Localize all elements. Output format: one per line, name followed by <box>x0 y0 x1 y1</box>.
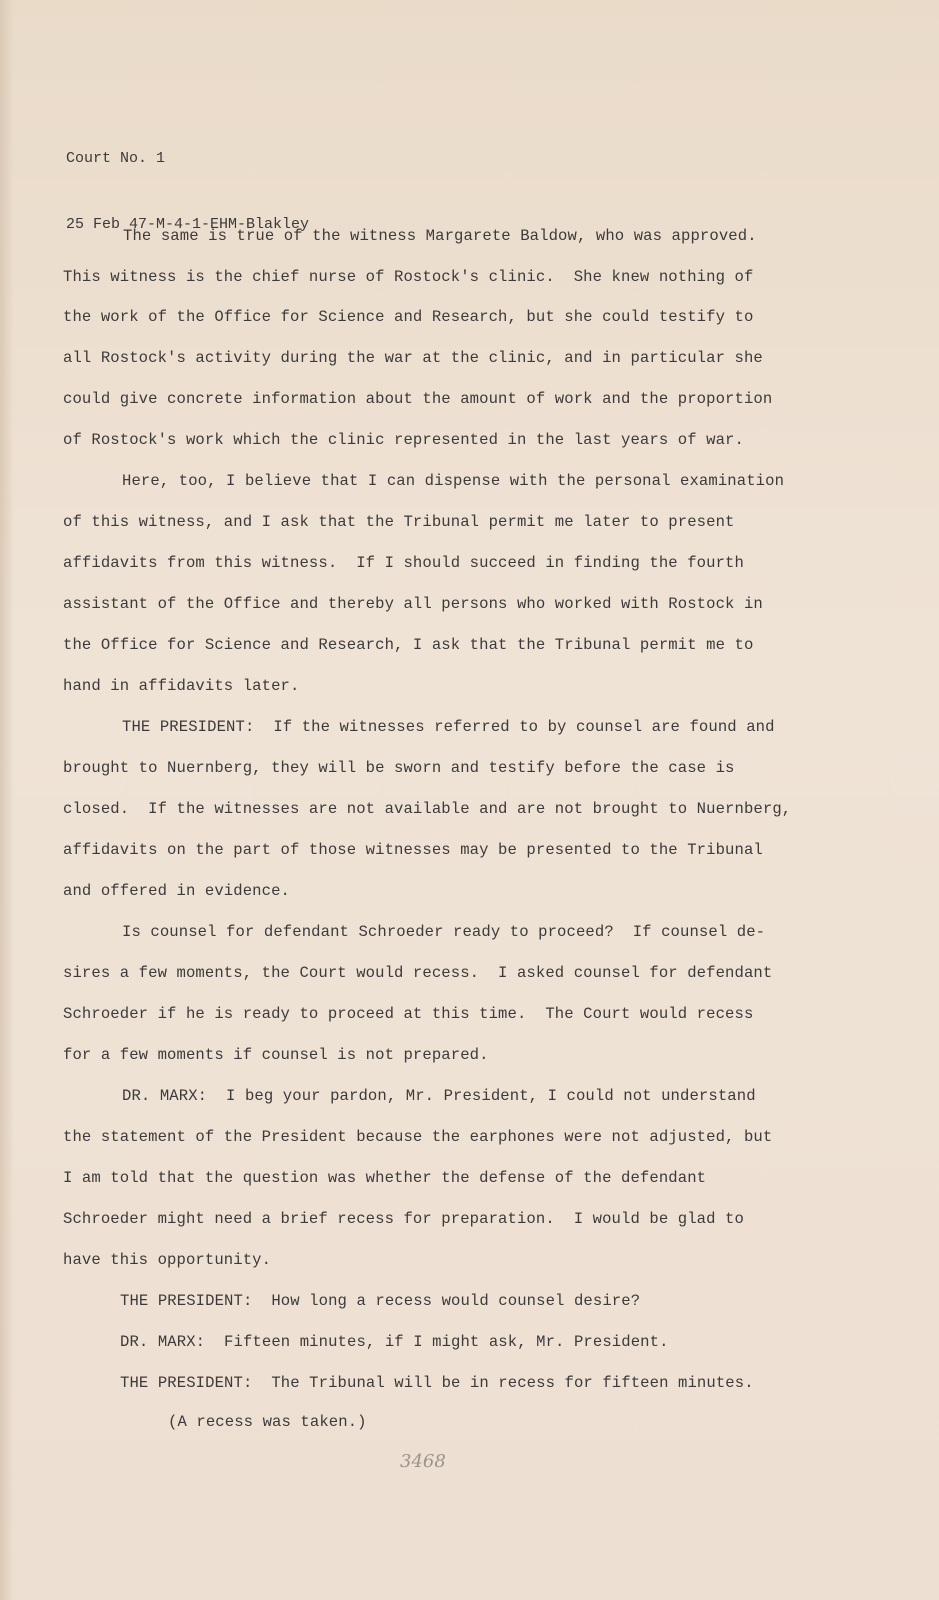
text-line: The same is true of the witness Margarete Baldow, who was approved. <box>123 227 757 245</box>
text-line: all Rostock's activity during the war at the clinic, and in particular she <box>63 349 763 367</box>
text-line: affidavits from this witness. If I should succeed in finding the fourth <box>63 554 744 572</box>
speaker-line: THE PRESIDENT: If the witnesses referred to by counsel are found and <box>122 718 775 736</box>
paper-edge-shadow <box>0 0 14 1600</box>
recess-note: (A recess was taken.) <box>168 1413 367 1431</box>
speaker-line: THE PRESIDENT: How long a recess would counsel desire? <box>120 1292 641 1310</box>
text-line: Here, too, I believe that I can dispense with the personal examination <box>122 472 785 490</box>
text-line: Schroeder if he is ready to proceed at this time. The Court would recess <box>63 1005 754 1023</box>
text-line: of Rostock's work which the clinic represented in the last years of war. <box>63 431 744 449</box>
speaker-line: THE PRESIDENT: The Tribunal will be in recess for fifteen minutes. <box>120 1374 754 1392</box>
text-line: Is counsel for defendant Schroeder ready to proceed? If counsel de- <box>122 923 766 941</box>
text-line: the work of the Office for Science and Research, but she could testify to <box>63 308 754 326</box>
speaker-line: DR. MARX: I beg your pardon, Mr. President, I could not understand <box>122 1087 756 1105</box>
text-line: for a few moments if counsel is not prepared. <box>63 1046 489 1064</box>
text-line: and offered in evidence. <box>63 882 290 900</box>
text-line: affidavits on the part of those witnesses may be presented to the Tribunal <box>63 841 763 859</box>
text-line: closed. If the witnesses are not available and are not brought to Nuernberg, <box>63 800 792 818</box>
document-header <box>66 104 309 280</box>
speaker-line: DR. MARX: Fifteen minutes, if I might ask, Mr. President. <box>120 1333 669 1351</box>
court-number: Court No. 1 <box>66 150 166 167</box>
text-line: have this opportunity. <box>63 1251 272 1269</box>
session-reference: 25 Feb 47-M-4-1-EHM-Blakley <box>66 216 310 233</box>
text-line: sires a few moments, the Court would recess. I asked counsel for defendant <box>63 964 773 982</box>
text-line: the statement of the President because the earphones were not adjusted, but <box>63 1128 773 1146</box>
text-line: the Office for Science and Research, I ask that the Tribunal permit me to <box>63 636 754 654</box>
text-line: could give concrete information about the amount of work and the proportion <box>63 390 773 408</box>
text-line: hand in affidavits later. <box>63 677 300 695</box>
text-line: Schroeder might need a brief recess for preparation. I would be glad to <box>63 1210 744 1228</box>
page-number: 3468 <box>400 1451 446 1472</box>
text-line: I am told that the question was whether the defense of the defendant <box>63 1169 707 1187</box>
text-line: This witness is the chief nurse of Rostock's clinic. She knew nothing of <box>63 268 754 286</box>
text-line: of this witness, and I ask that the Tribunal permit me later to present <box>63 513 735 531</box>
text-line: brought to Nuernberg, they will be sworn and testify before the case is <box>63 759 735 777</box>
text-line: assistant of the Office and thereby all persons who worked with Rostock in <box>63 595 763 613</box>
